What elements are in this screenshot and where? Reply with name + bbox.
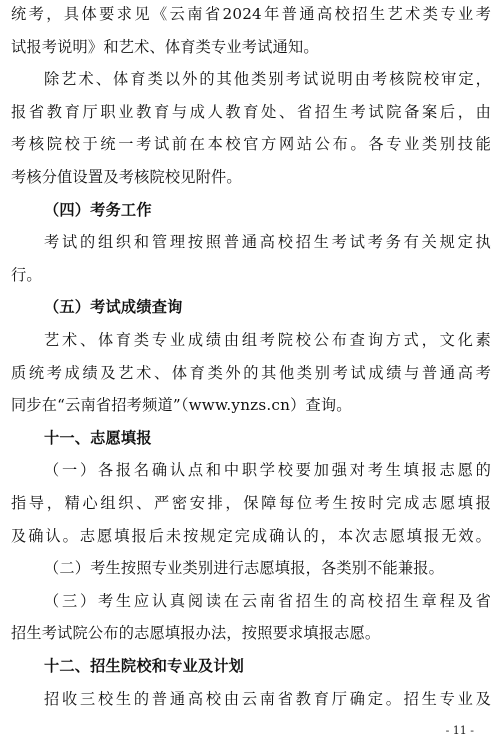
- body-text-line: 考核院校于统一考试前在本校官方网站公布。各专业类别技能: [11, 135, 491, 154]
- chapter-heading: 十一、志愿填报: [44, 428, 152, 447]
- paragraph-start-line: 艺术、体育类专业成绩由组考院校公布查询方式，文化素: [44, 331, 491, 349]
- body-text-line: 及确认。志愿填报后未按规定完成确认的，本次志愿填报无效。: [11, 526, 491, 545]
- section-heading: （五）考试成绩查询: [44, 298, 183, 317]
- page-number: - 11 -: [445, 724, 474, 737]
- body-text-line: 行。: [11, 265, 42, 284]
- body-text-line: 质统考成绩及艺术、体育类外的其他类别考试成绩与普通高考: [11, 363, 491, 382]
- paragraph-start-line: （三）考生应认真阅读在云南省招生的高校招生章程及省: [44, 591, 491, 610]
- paragraph-start-line: 考试的组织和管理按照普通高校招生考试考务有关规定执: [44, 233, 491, 252]
- section-heading: （四）考务工作: [44, 200, 152, 219]
- paragraph-start-line: 招收三校生的普通高校由云南省教育厅确定。招生专业及: [44, 689, 491, 708]
- body-text-line: 报省教育厅职业教育与成人教育处、省招生考试院备案后，由: [11, 102, 491, 121]
- paragraph-start-line: （二）考生按照专业类别进行志愿填报，各类别不能兼报。: [44, 559, 445, 578]
- body-text-line: 指导，精心组织、严密安排，保障每位考生按时完成志愿填报: [11, 494, 491, 512]
- body-text-line: 招生考试院公布的志愿填报办法，按照要求填报志愿。: [11, 624, 381, 643]
- body-text-line: 同步在“云南省招考频道”（www.ynzs.cn）查询。: [11, 396, 352, 415]
- body-text-line: 考核分值设置及考核院校见附件。: [11, 168, 242, 186]
- chapter-heading: 十二、招生院校和专业及计划: [44, 657, 245, 675]
- paragraph-start-line: （一）各报名确认点和中职学校要加强对考生填报志愿的: [44, 461, 491, 480]
- body-text-line: 试报考说明》和艺术、体育类专业考试通知。: [11, 37, 319, 56]
- body-text-line: 统考，具体要求见《云南省2024年普通高校招生艺术类专业考: [11, 5, 491, 23]
- paragraph-start-line: 除艺术、体育类以外的其他类别考试说明由考核院校审定，: [44, 70, 491, 89]
